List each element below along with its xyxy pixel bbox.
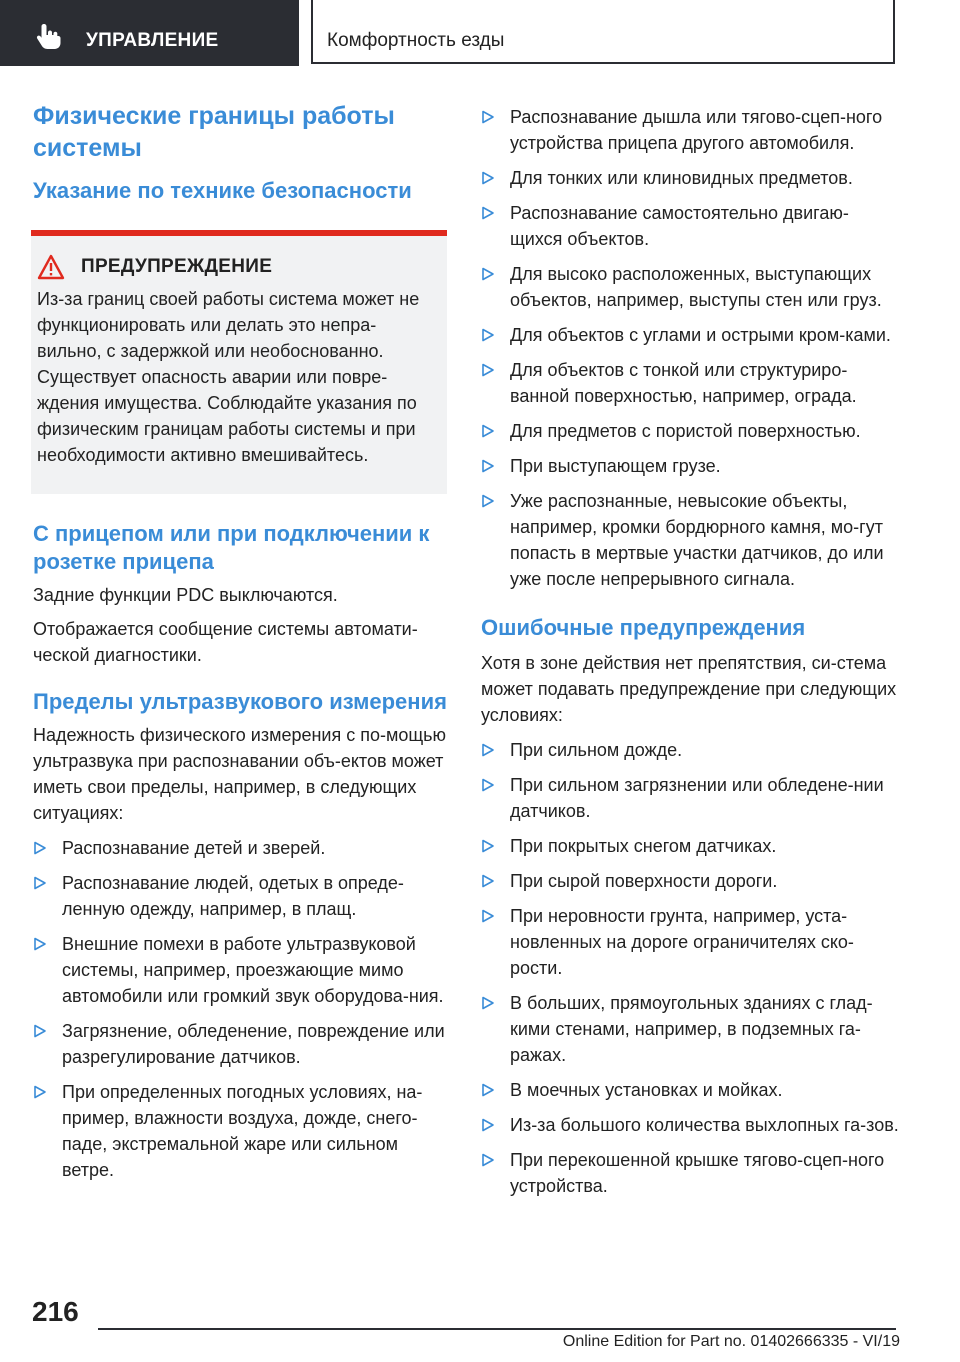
list-item: Для предметов с пористой поверхностью. <box>481 418 901 444</box>
triangle-bullet-icon <box>481 110 495 124</box>
triangle-bullet-icon <box>481 267 495 281</box>
list-item: При определенных погодных условиях, на-пример, влажности воздуха, дожде, снего-паде, экстремальной жаре или сильном ветре. <box>33 1079 447 1183</box>
list-item: При сырой поверхности дороги. <box>481 868 901 894</box>
safety-subtitle: Указание по технике безопасности <box>33 178 412 203</box>
ultrasound-list <box>33 835 447 1183</box>
list-item: При покрытых снегом датчиках. <box>481 833 901 859</box>
list-item: Внешние помехи в работе ультразвуковой системы, например, проезжающие мимо автомобили или громкий звук оборудова-ния. <box>33 931 447 1009</box>
list-item: Для высоко расположенных, выступающих объектов, например, выступы стен или груз. <box>481 261 901 313</box>
list-item: Загрязнение, обледенение, повреждение или разрегулирование датчиков. <box>33 1018 447 1070</box>
warning-text: Из-за границ своей работы система может не функционировать или делать это непра-вильно, с задержкой или необоснованно. Существует опасность аварии или повре-ждения имущества. Соблюдайте указания по физическим границам работы системы и при необходимости активно вмешивайтесь. <box>37 289 420 465</box>
right-column <box>481 104 901 1199</box>
triangle-bullet-icon <box>481 328 495 342</box>
trailer-paragraph-2: Отображается сообщение системы автомати-ческой диагностики. <box>33 619 418 665</box>
triangle-bullet-icon <box>481 363 495 377</box>
list-item: Распознавание дышла или тягово-сцеп-ного устройства прицепа другого автомобиля. <box>481 104 901 156</box>
edition-text: Online Edition for Part no. 01402666335 - VI/19 <box>562 1333 900 1350</box>
list-item: При выступающем грузе. <box>481 453 901 479</box>
triangle-bullet-icon <box>33 841 47 855</box>
list-item: В моечных установках и мойках. <box>481 1077 901 1103</box>
list-item: При сильном дожде. <box>481 737 901 763</box>
warning-triangle-icon <box>37 254 65 280</box>
footer-divider <box>98 1328 896 1330</box>
list-item: Распознавание людей, одетых в опреде-ленную одежду, например, в плащ. <box>33 870 447 922</box>
section-tab <box>0 0 299 66</box>
triangle-bullet-icon <box>481 1083 495 1097</box>
list-item: При неровности грунта, например, уста-новленных на дороге ограничителях ско-рости. <box>481 903 901 981</box>
section-label: УПРАВЛЕНИЕ <box>86 30 219 51</box>
triangle-bullet-icon <box>33 1024 47 1038</box>
triangle-bullet-icon <box>481 778 495 792</box>
triangle-bullet-icon <box>481 996 495 1010</box>
false-warnings-list <box>481 737 901 1199</box>
list-item: Распознавание детей и зверей. <box>33 835 447 861</box>
false-warnings-paragraph: Хотя в зоне действия нет препятствия, си-стема может подавать предупреждение при следующих условиях: <box>481 653 897 725</box>
list-item: Для тонких или клиновидных предметов. <box>481 165 901 191</box>
triangle-bullet-icon <box>33 937 47 951</box>
triangle-bullet-icon <box>481 171 495 185</box>
warning-header <box>37 254 435 280</box>
list-item: Распознавание самостоятельно двигаю-щихся объектов. <box>481 200 901 252</box>
warning-title: ПРЕДУПРЕЖДЕНИЕ <box>81 256 273 277</box>
left-column <box>33 100 447 1183</box>
false-warnings-heading: Ошибочные предупреждения <box>481 615 806 640</box>
ultrasound-paragraph: Надежность физического измерения с по-мощью ультразвука при распознавании объ-ектов может иметь свои пределы, например, в следующих ситуациях: <box>33 725 447 823</box>
list-item: При перекошенной крышке тягово-сцеп-ного устройства. <box>481 1147 901 1199</box>
triangle-bullet-icon <box>481 1118 495 1132</box>
chapter-label: Комфортность езды <box>327 30 505 51</box>
page-number: 216 <box>32 1296 79 1327</box>
triangle-bullet-icon <box>481 494 495 508</box>
trailer-heading: С прицепом или при подключении к розетке прицепа <box>33 521 430 574</box>
triangle-bullet-icon <box>481 743 495 757</box>
ultrasound-heading: Пределы ультразвукового измерения <box>33 689 447 714</box>
page-title: Физические границы работы системы <box>33 102 395 162</box>
triangle-bullet-icon <box>33 876 47 890</box>
triangle-bullet-icon <box>481 1153 495 1167</box>
triangle-bullet-icon <box>481 874 495 888</box>
hand-touch-icon <box>34 22 64 50</box>
list-item: Для объектов с углами и острыми кром-ками. <box>481 322 901 348</box>
page-header <box>0 0 960 66</box>
list-item: Из-за большого количества выхлопных га-зов. <box>481 1112 901 1138</box>
warning-box <box>31 230 447 494</box>
triangle-bullet-icon <box>481 459 495 473</box>
chapter-tab <box>311 0 895 64</box>
list-item: При сильном загрязнении или обледене-нии датчиков. <box>481 772 901 824</box>
triangle-bullet-icon <box>33 1085 47 1099</box>
limits-list-continued <box>481 104 901 592</box>
trailer-paragraph-1: Задние функции PDC выключаются. <box>33 585 338 605</box>
triangle-bullet-icon <box>481 206 495 220</box>
list-item: Уже распознанные, невысокие объекты, например, кромки бордюрного камня, мо-гут попасть в мертвые участки датчиков, до или уже после непрерывного сигнала. <box>481 488 901 592</box>
list-item: В больших, прямоугольных зданиях с глад-кими стенами, например, в подземных га-ражах. <box>481 990 901 1068</box>
list-item: Для объектов с тонкой или структуриро-ванной поверхностью, например, ограда. <box>481 357 901 409</box>
triangle-bullet-icon <box>481 909 495 923</box>
triangle-bullet-icon <box>481 424 495 438</box>
triangle-bullet-icon <box>481 839 495 853</box>
